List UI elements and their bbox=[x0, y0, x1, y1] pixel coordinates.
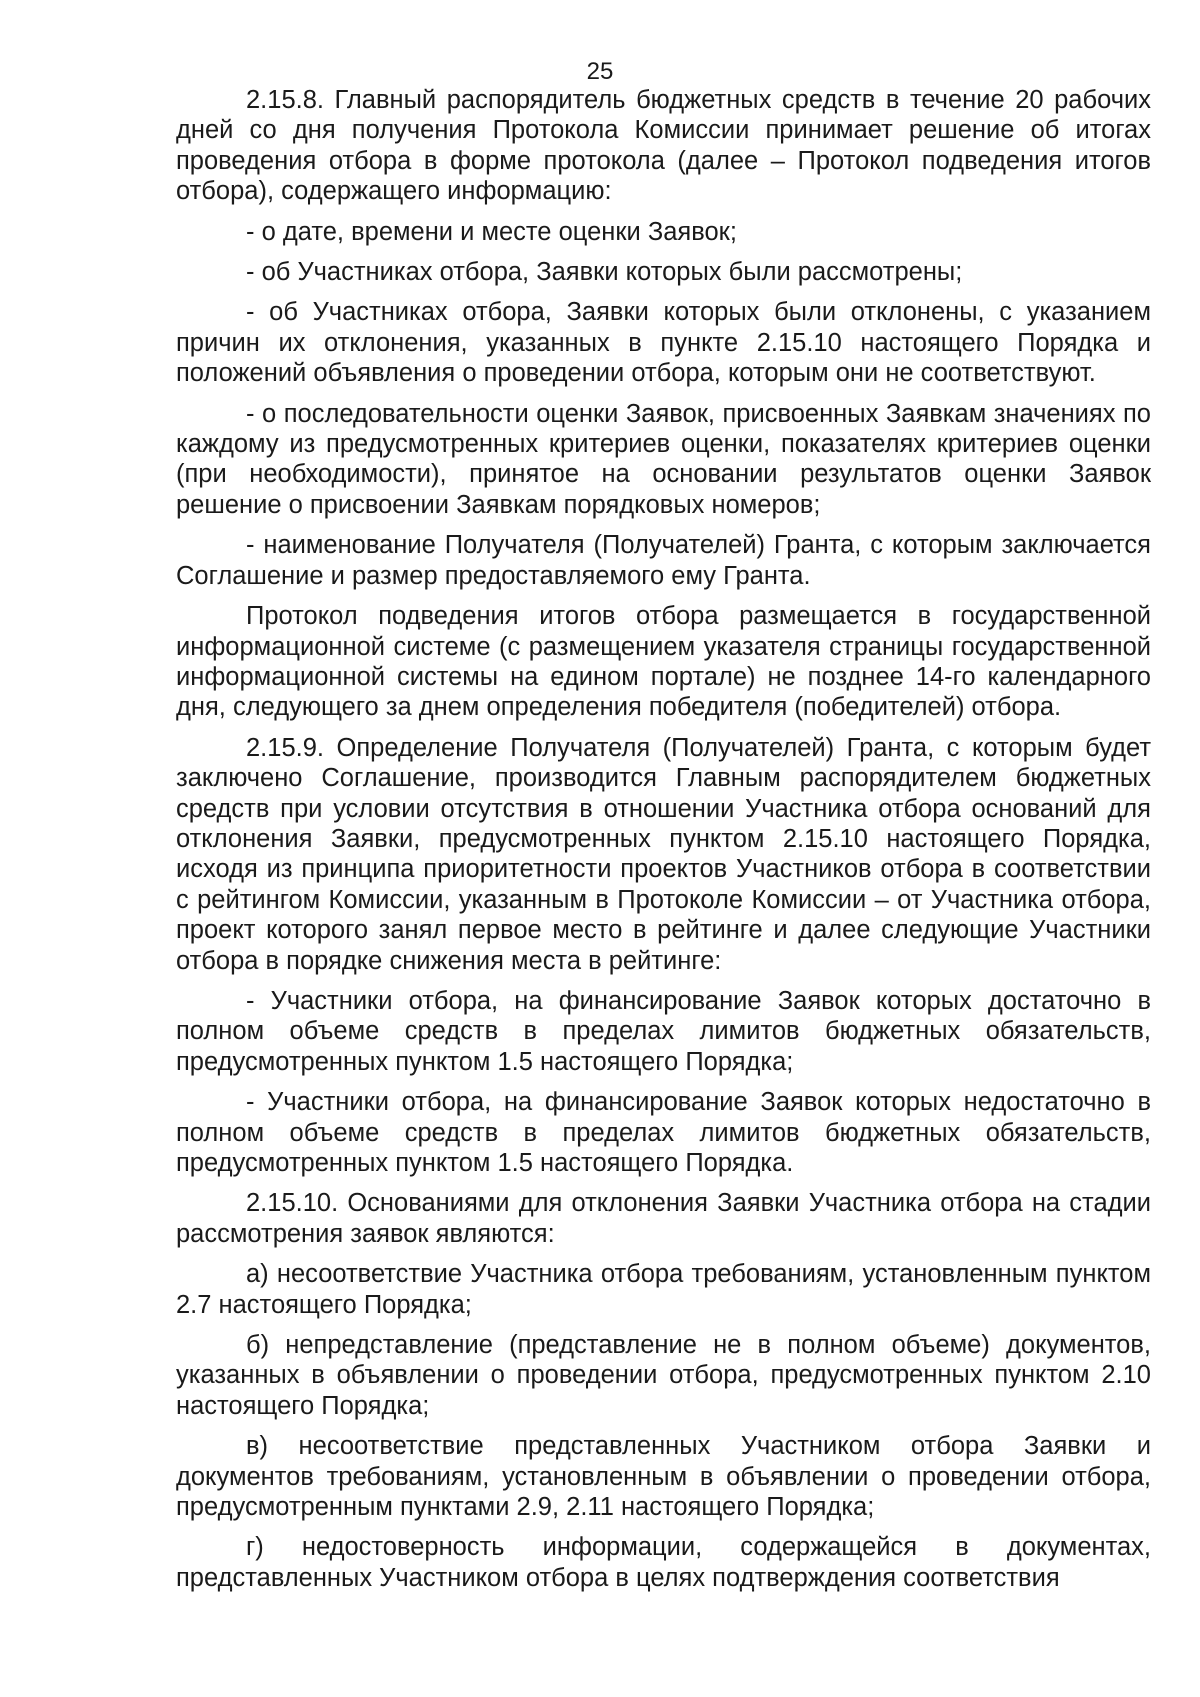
list-item-b: б) непредставление (представление не в полном объеме) документов, указанных в объявлении о проведении отбора, предусмотренных пунктом 2.10 настоящего Порядка; bbox=[176, 1331, 1151, 1420]
paragraph-protocol-publication: Протокол подведения итогов отбора размещается в государственной информационной системе (с размещением указателя страницы государственной информационной системы на едином портале) не позднее 14-го календарного дня, следующего за днем определения победителя (победителей) отбора. bbox=[176, 602, 1151, 722]
list-item-a: а) несоответствие Участника отбора требованиям, установленным пунктом 2.7 настоящего Порядка; bbox=[176, 1260, 1151, 1319]
list-item-grant-recipient: - наименование Получателя (Получателей) Гранта, с которым заключается Соглашение и размер предоставляемого ему Гранта. bbox=[176, 531, 1151, 590]
page-number: 25 bbox=[586, 58, 614, 85]
paragraph-2-15-10: 2.15.10. Основаниями для отклонения Заявки Участника отбора на стадии рассмотрения заявок являются: bbox=[176, 1189, 1151, 1248]
list-item-date-time-place: - о дате, времени и месте оценки Заявок; bbox=[246, 217, 737, 246]
list-item-insufficient-funding: - Участники отбора, на финансирование Заявок которых недостаточно в полном объеме средств в пределах лимитов бюджетных обязательств, предусмотренных пунктом 1.5 настоящего Порядка. bbox=[176, 1088, 1151, 1177]
list-item-evaluation-sequence: - о последовательности оценки Заявок, присвоенных Заявкам значениях по каждому из предусмотренных критериев оценки, показателях критериев оценки (при необходимости), принятое на основании результатов оценки Заявок решение о присвоении Заявкам порядковых номеров; bbox=[176, 399, 1151, 519]
document-body bbox=[176, 85, 1151, 1603]
list-item-sufficient-funding: - Участники отбора, на финансирование Заявок которых достаточно в полном объеме средств в пределах лимитов бюджетных обязательств, предусмотренных пунктом 1.5 настоящего Порядка; bbox=[176, 986, 1151, 1076]
list-item-g: г) недостоверность информации, содержащейся в документах, представленных Участником отбора в целях подтверждения соответствия bbox=[176, 1533, 1151, 1592]
list-item-reviewed-participants: - об Участниках отбора, Заявки которых были рассмотрены; bbox=[246, 258, 963, 287]
list-item-v: в) несоответствие представленных Участником отбора Заявки и документов требованиям, установленным в объявлении о проведении отбора, предусмотренным пунктами 2.9, 2.11 настоящего Порядка; bbox=[176, 1432, 1151, 1522]
paragraph-2-15-8: 2.15.8. Главный распорядитель бюджетных средств в течение 20 рабочих дней со дня получения Протокола Комиссии принимает решение об итогах проведения отбора в форме протокола (далее – Протокол подведения итогов отбора), содержащего информацию: bbox=[176, 86, 1151, 206]
paragraph-2-15-9: 2.15.9. Определение Получателя (Получателей) Гранта, с которым будет заключено Соглашение, производится Главным распорядителем бюджетных средств при условии отсутствия в отношении Участника отбора оснований для отклонения Заявки, предусмотренных пунктом 2.15.10 настоящего Порядка, исходя из принципа приоритетности проектов Участников отбора в соответствии с рейтингом Комиссии, указанным в Протоколе Комиссии – от Участника отбора, проект которого занял первое место в рейтинге и далее следующие Участники отбора в порядке снижения места в рейтинге: bbox=[176, 733, 1151, 975]
list-item-rejected-participants: - об Участниках отбора, Заявки которых были отклонены, с указанием причин их отклонения, указанных в пункте 2.15.10 настоящего Порядка и положений объявления о проведении отбора, которым они не соответствуют. bbox=[176, 298, 1151, 388]
